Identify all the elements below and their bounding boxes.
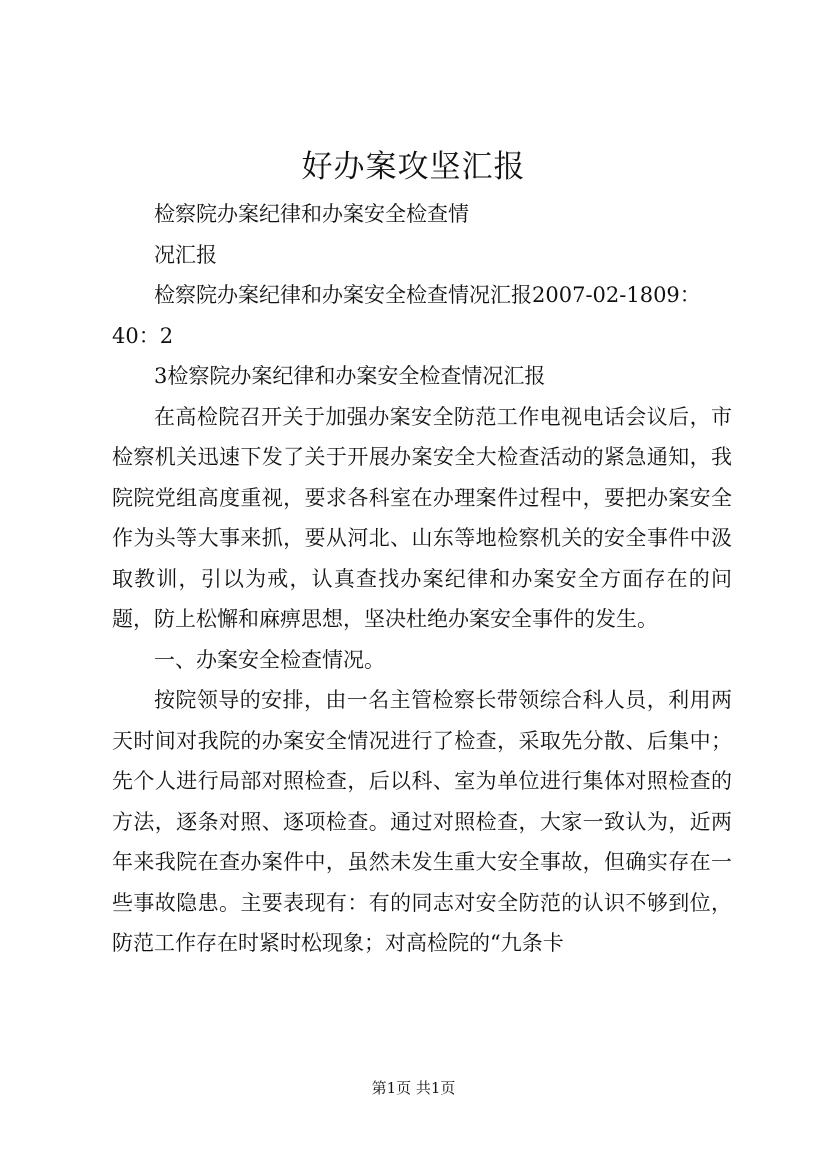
paragraph-section-1: 按院领导的安排，由一名主管检察长带领综合科人员，利用两天时间对我院的办案安全情况进行了检查，采取先分散、后集中；先个人进行局部对照检查，后以科、室为单位进行集体对照检查的方法，逐条对照、逐项检查。通过对照检查，大家一致认为，近两年来我院在查办案件中，虽然未发生重大安全事故，但确实存在一些事故隐患。主要表现有：有的同志对安全防范的认识不够到位，防范工作存在时紧时松现象；对高检院的“九条卡 [112, 688, 732, 955]
paragraph-subtitle-line2: 况汇报 [154, 242, 217, 267]
paragraph-header-info: 检察院办案纪律和办案安全检查情况汇报2007-02-1809：40：2 [112, 283, 701, 348]
paragraph-subtitle-line1: 检察院办案纪律和办案安全检查情 [154, 202, 469, 226]
document-title: 好办案攻坚汇报 [301, 149, 526, 185]
page-footer: 第1页 共1页 [371, 1079, 456, 1097]
paragraph-intro: 在高检院召开关于加强办案安全防范工作电视电话会议后，市检察机关迅速下发了关于开展办案安全大检查活动的紧急通知，我院院党组高度重视，要求各科室在办理案件过程中，要把办案安全作为头等大事来抓，要从河北、山东等地检察机关的安全事件中汲取教训，引以为戒，认真查找办案纪律和办案安全方面存在的问题，防上松懈和麻痹思想，坚决杜绝办案安全事件的发生。 [112, 404, 732, 631]
document-body [112, 194, 732, 964]
section-heading-1: 一、办案安全检查情况。 [154, 647, 385, 672]
paragraph-report-heading: 3检察院办案纪律和办案安全检查情况汇报 [154, 364, 546, 388]
